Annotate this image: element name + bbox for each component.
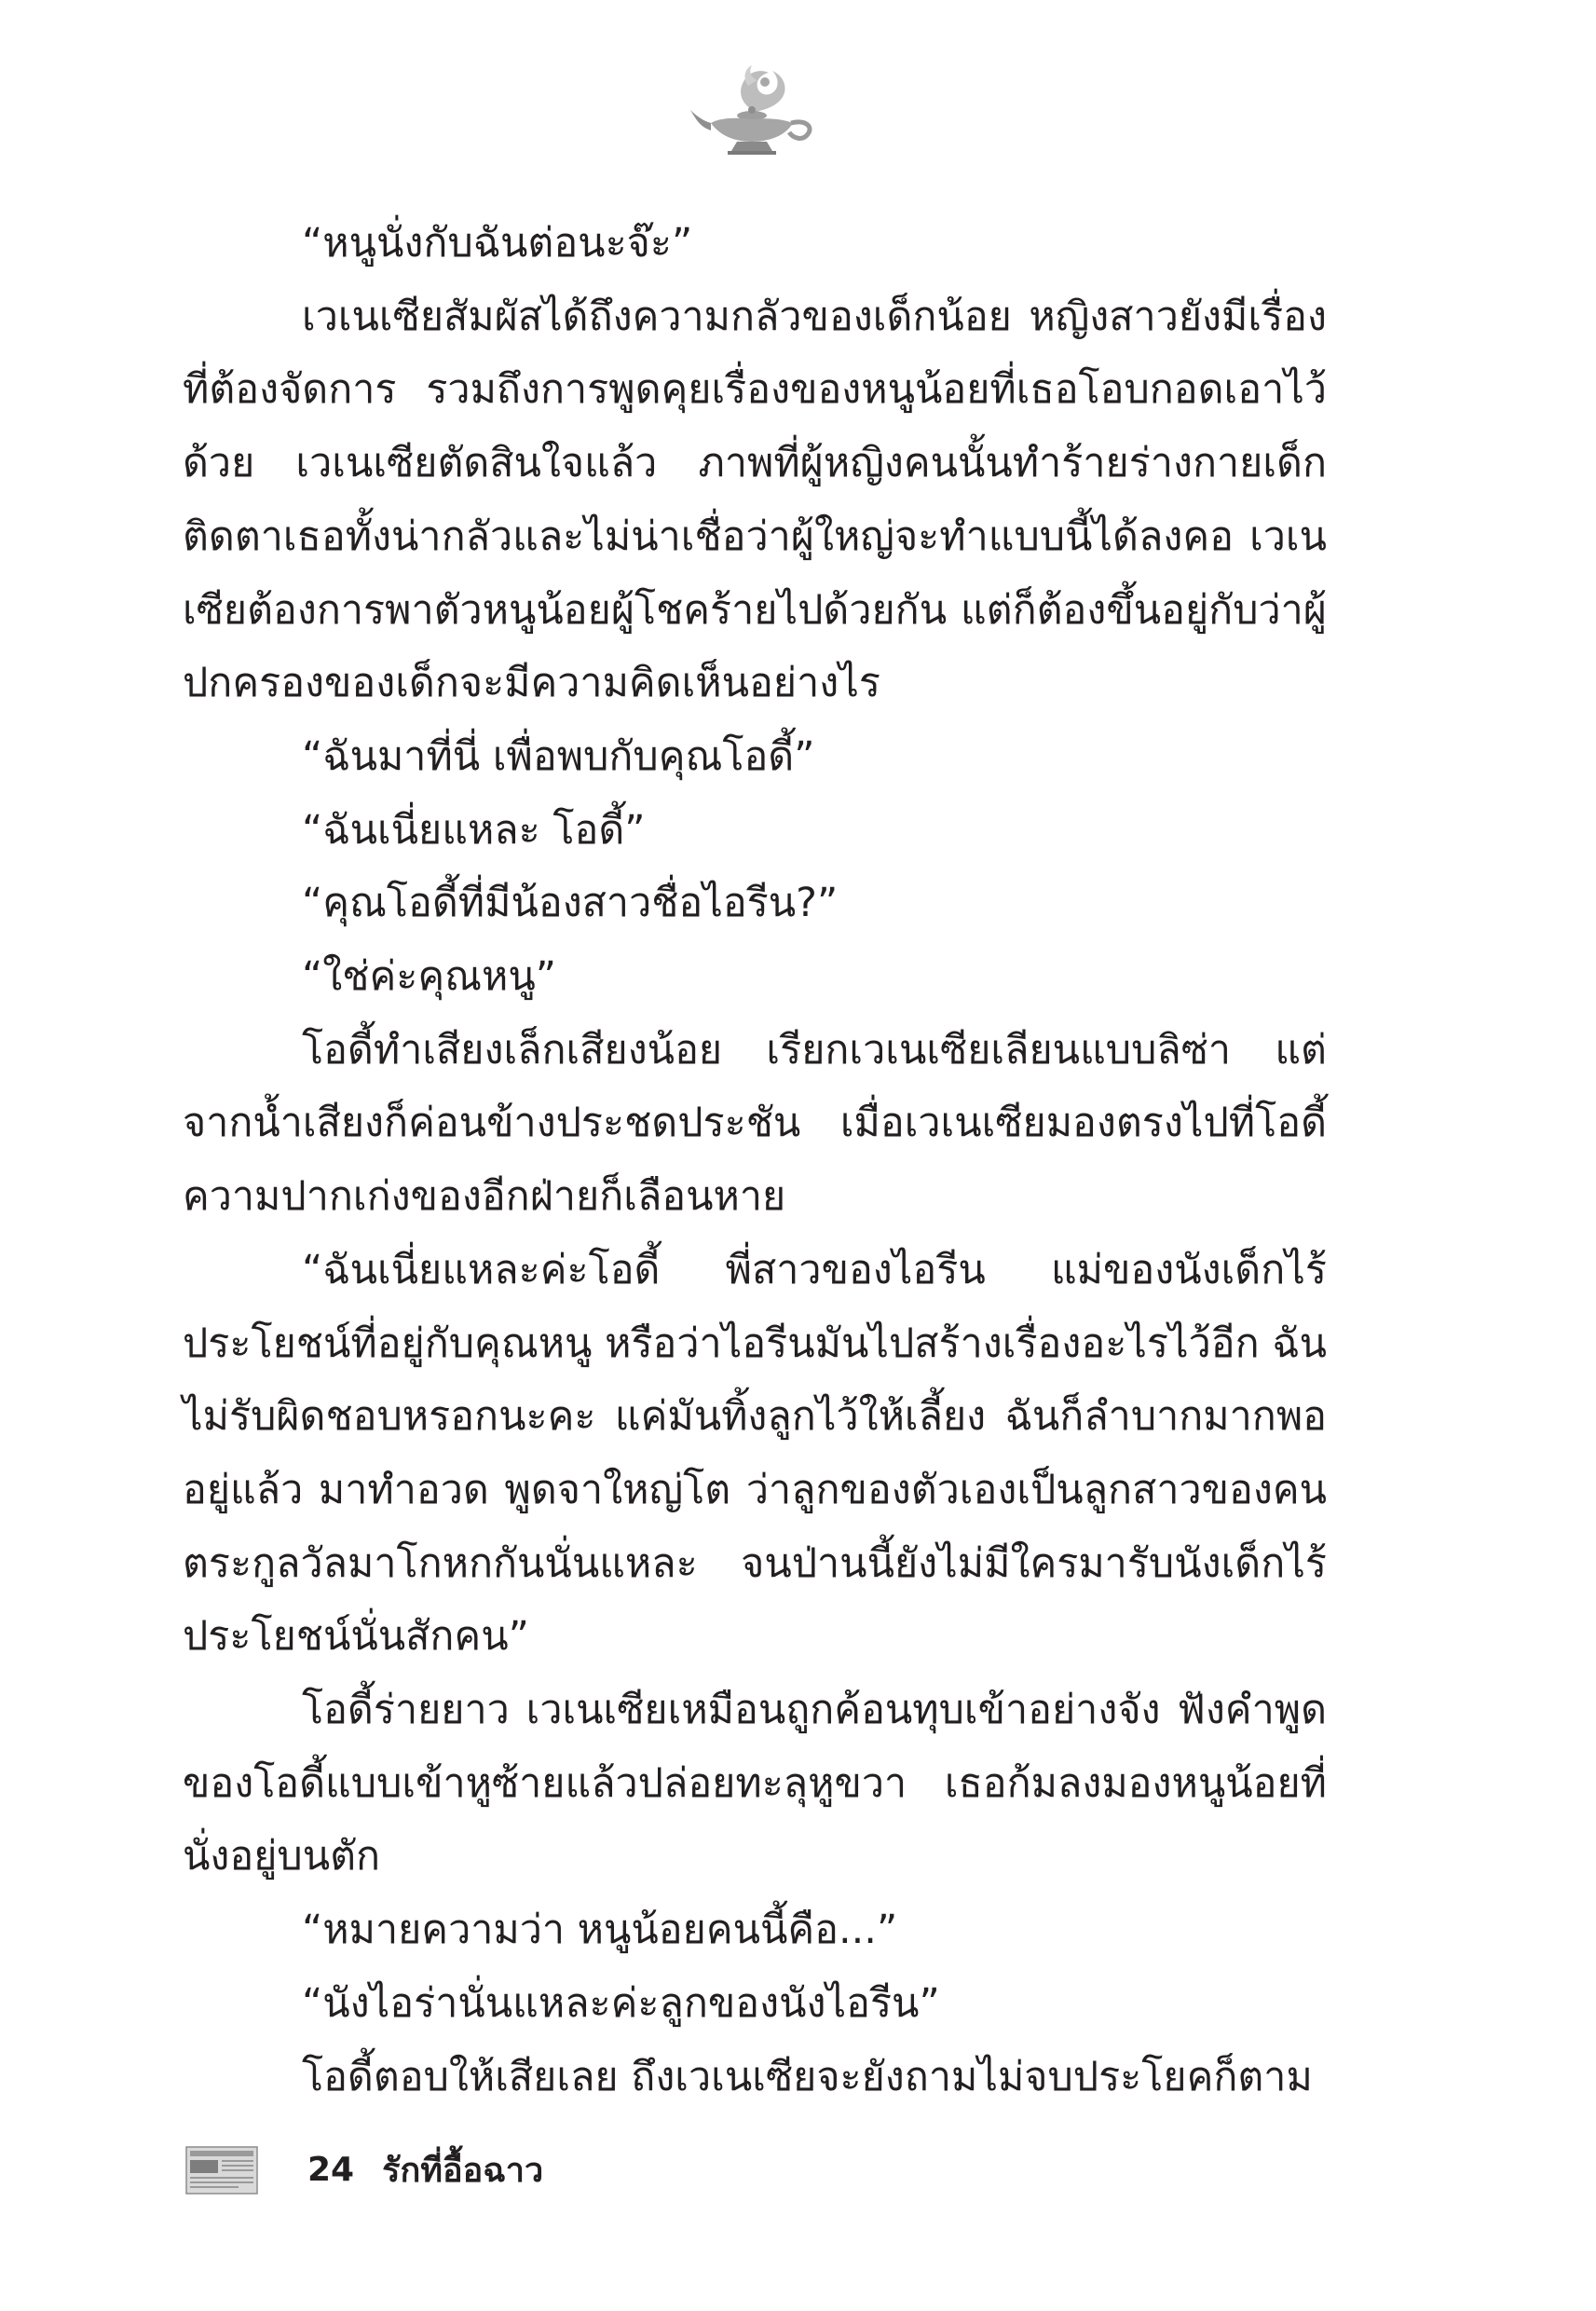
paragraph: “นังไอร่านั่นแหละค่ะลูกของนังไอรีน” bbox=[302, 1979, 940, 2027]
paragraph: “ฉันเนี่ยแหละค่ะโอดี้ พี่สาวของไอรีน แม่ของนังเด็กไร้ประโยชน์ที่อยู่กับคุณหนู หรือว่าไอรีนมันไปสร้างเรื่องอะไรไว้อีก ฉันไม่รับผิดชอบหรอกนะคะ แค่มันทิ้งลูกไว้ให้เลี้ยง ฉันก็ลำบากมากพออยู่แล้ว มาทำอวด พูดจาใหญ่โต ว่าลูกของตัวเองเป็นลูกสาวของคนตระกูลวัลมาโกหกกันนั่นแหละ จนป่านนี้ยังไม่มีใครมารับนังเด็กไร้ประโยชน์นั่นสักคน” bbox=[183, 1246, 1327, 1661]
paragraph: “หมายความว่า หนูน้อยคนนี้คือ...” bbox=[302, 1907, 898, 1954]
paragraph: เวเนเซียสัมผัสได้ถึงความกลัวของเด็กน้อย หญิงสาวยังมีเรื่องที่ต้องจัดการ รวมถึงการพูดคุยเรื่องของหนูน้อยที่เธอโอบกอดเอาไว้ด้วย เวเนเซียตัดสินใจแล้ว ภาพที่ผู้หญิงคนนั้นทำร้ายร่างกายเด็ก ติดตาเธอทั้งน่ากลัวและไม่น่าเชื่อว่าผู้ใหญ่จะทำแบบนี้ได้ลงคอ เวเนเซียต้องการพาตัวหนูน้อยผู้โชคร้ายไปด้วยกัน แต่ก็ต้องขึ้นอยู่กับว่าผู้ปกครองของเด็กจะมีความคิดเห็นอย่างไร bbox=[183, 293, 1327, 707]
page-number: 24 bbox=[307, 2150, 355, 2189]
paragraph: โอดี้ทำเสียงเล็กเสียงน้อย เรียกเวเนเซียเลียนแบบลิซ่า แต่จากน้ำเสียงก็ค่อนข้างประชดประชัน เมื่อเวเนเซียมองตรงไปที่โอดี้ ความปากเก่งของอีกฝ่ายก็เลือนหาย bbox=[183, 1026, 1327, 1221]
body-text bbox=[183, 207, 1327, 2113]
newspaper-icon bbox=[184, 2143, 259, 2195]
paragraph: “คุณโอดี้ที่มีน้องสาวชื่อไอรีน?” bbox=[302, 880, 839, 927]
book-title: รักที่อื้อฉาว bbox=[382, 2151, 544, 2190]
paragraph: “ฉันเนี่ยแหละ โอดี้” bbox=[302, 806, 646, 854]
paragraph: “ใช่ค่ะคุณหนู” bbox=[302, 953, 556, 1001]
paragraph: “หนูนั่งกับฉันต่อนะจ๊ะ” bbox=[302, 220, 693, 267]
paragraph: “ฉันมาที่นี่ เพื่อพบกับคุณโอดี้” bbox=[302, 732, 815, 780]
paragraph: โอดี้ตอบให้เสียเลย ถึงเวเนเซียจะยังถามไม่จบประโยคก็ตาม bbox=[302, 2053, 1313, 2100]
paragraph: โอดี้ร่ายยาว เวเนเซียเหมือนถูกค้อนทุบเข้าอย่างจัง ฟังคำพูดของโอดี้แบบเข้าหูซ้ายแล้วปล่อยทะลุหูขวา เธอก้มลงมองหนูน้อยที่นั่งอยู่บนตัก bbox=[183, 1687, 1327, 1880]
page-footer bbox=[184, 2140, 543, 2199]
genie-lamp-icon bbox=[683, 58, 823, 160]
